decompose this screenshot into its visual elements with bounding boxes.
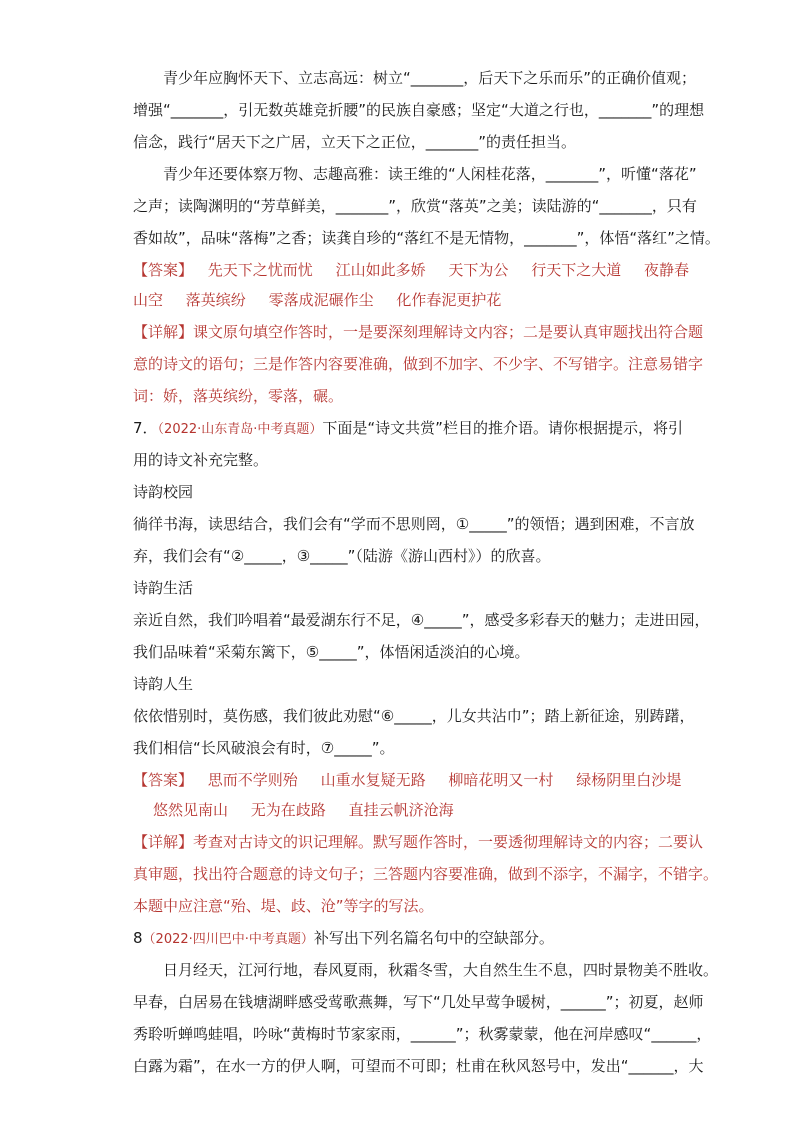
question-number: 8 <box>133 929 143 947</box>
passage-line: 早春，白居易在钱塘湖畔感受莺歌燕舞，写下“几处早莺争暖树，______”；初夏，赵师 <box>133 993 704 1011</box>
answer-item: 绿杨阴里白沙堤 <box>576 771 682 789</box>
detail-line: 【详解】考查对古诗文的识记理解。默写题作答时，一要透彻理解诗文的内容；二要认 <box>133 833 704 851</box>
detail-line: 词：娇，落英缤纷，零落，碾。 <box>133 387 344 405</box>
section-line: 弃，我们会有“②_____，③_____”（陆游《游山西村》）的欣喜。 <box>133 547 551 565</box>
passage-line: 香如故”，品味“落梅”之香；读龚自珍的“落红不是无情物，_______”，体悟“落红”之情。 <box>133 229 720 247</box>
question-source: （2022·山东青岛·中考真题） <box>157 422 323 437</box>
detail-line: 意的诗文的语句；三是作答内容要准确，做到不加字、不少字、不写错字。注意易错字 <box>133 355 704 373</box>
passage-line: 增强“_______，引无数英雄竞折腰”的民族自豪感；坚定“大道之行也，_______”的理想 <box>133 101 705 119</box>
question-number: 7． <box>133 419 158 437</box>
answer-item: 无为在歧路 <box>250 801 326 819</box>
section-line: 亲近自然，我们吟唱着“最爱湖东行不足，④_____”，感受多彩春天的魅力；走进田园， <box>133 611 710 629</box>
answer-item: 夜静春 <box>643 261 689 279</box>
answer-block-continued <box>153 800 663 820</box>
answer-item: 柳暗花明又一村 <box>448 771 554 789</box>
passage-line: 日月经天，江河行地，春风夏雨，秋霜冬雪，大自然生生不息，四时景物美不胜收。 <box>163 961 719 979</box>
answer-block <box>133 260 689 280</box>
passage-line: 青少年应胸怀天下、立志高远：树立“_______，后天下之乐而乐”的正确价值观； <box>163 69 697 87</box>
passage-line: 青少年还要体察万物、志趣高雅：读王维的“人闲桂花落，_______”，听懂“落花” <box>163 165 697 183</box>
answer-block <box>133 770 682 790</box>
section-heading: 诗韵生活 <box>133 579 194 597</box>
section-line: 我们品味着“采菊东篱下，⑤_____”，体悟闲适淡泊的心境。 <box>133 643 530 661</box>
answer-item: 直挂云帆济沧海 <box>348 801 454 819</box>
answer-tag: 【答案】 <box>133 261 194 279</box>
answer-item: 行天下之大道 <box>531 261 622 279</box>
answer-item: 江山如此多娇 <box>335 261 426 279</box>
detail-line: 【详解】课文原句填空作答时，一是要深刻理解诗文内容；二是要认真审题找出符合题 <box>133 323 704 341</box>
section-line: 依依惜别时，莫伤感，我们彼此劝慰“⑥_____，儿女共沾巾”；踏上新征途，别踌躇， <box>133 707 695 725</box>
passage-line: 白露为霜”，在水一方的伊人啊，可望而不可即；杜甫在秋风怒号中，发出“______，大 <box>133 1057 704 1075</box>
section-heading: 诗韵人生 <box>133 675 194 693</box>
question-stem: 下面是“诗文共赏”栏目的推介语。请你根据提示，将引 <box>322 419 683 437</box>
section-line: 我们相信“长风破浪会有时，⑦_____”。 <box>133 739 395 757</box>
answer-item: 化作春泥更护花 <box>396 291 502 309</box>
passage-line: 秀聆听蝉鸣蛙唱，吟咏“黄梅时节家家雨，______”；秋雾蒙蒙，他在河岸感叹“______， <box>133 1025 712 1043</box>
answer-item: 思而不学则殆 <box>207 771 298 789</box>
section-heading: 诗韵校园 <box>133 483 194 501</box>
answer-item: 山空 <box>133 291 164 309</box>
passage-line: 之声；读陶渊明的“芳草鲜美，_______”，欣赏“落英”之美；读陆游的“_______，只有 <box>133 197 697 215</box>
answer-item: 山重水复疑无路 <box>320 771 426 789</box>
question-8-heading <box>133 928 673 950</box>
answer-item: 先天下之忧而忧 <box>207 261 313 279</box>
passage-line: 信念，践行“居天下之广居，立天下之正位，_______”的责任担当。 <box>133 133 577 151</box>
question-7-heading <box>133 418 683 440</box>
answer-item: 悠然见南山 <box>153 801 229 819</box>
answer-item: 零落成泥碾作尘 <box>268 291 374 309</box>
answer-item: 天下为公 <box>448 261 509 279</box>
question-source: （2022·四川巴中·中考真题） <box>142 932 314 947</box>
question-stem: 补写出下列名篇名句中的空缺部分。 <box>313 929 554 947</box>
detail-line: 真审题，找出符合题意的诗文句子；三答题内容要准确，做到不添字，不漏字，不错字。 <box>133 865 719 883</box>
section-line: 徜徉书海，读思结合，我们会有“学而不思则罔，①_____”的领悟；遇到困难，不言放 <box>133 515 695 533</box>
answer-tag: 【答案】 <box>133 771 194 789</box>
detail-line: 本题中应注意“殆、堤、歧、沧”等字的写法。 <box>133 897 434 915</box>
answer-item: 落英缤纷 <box>185 291 246 309</box>
answer-block-continued <box>133 290 673 310</box>
question-stem-continued: 用的诗文补充完整。 <box>133 451 269 469</box>
